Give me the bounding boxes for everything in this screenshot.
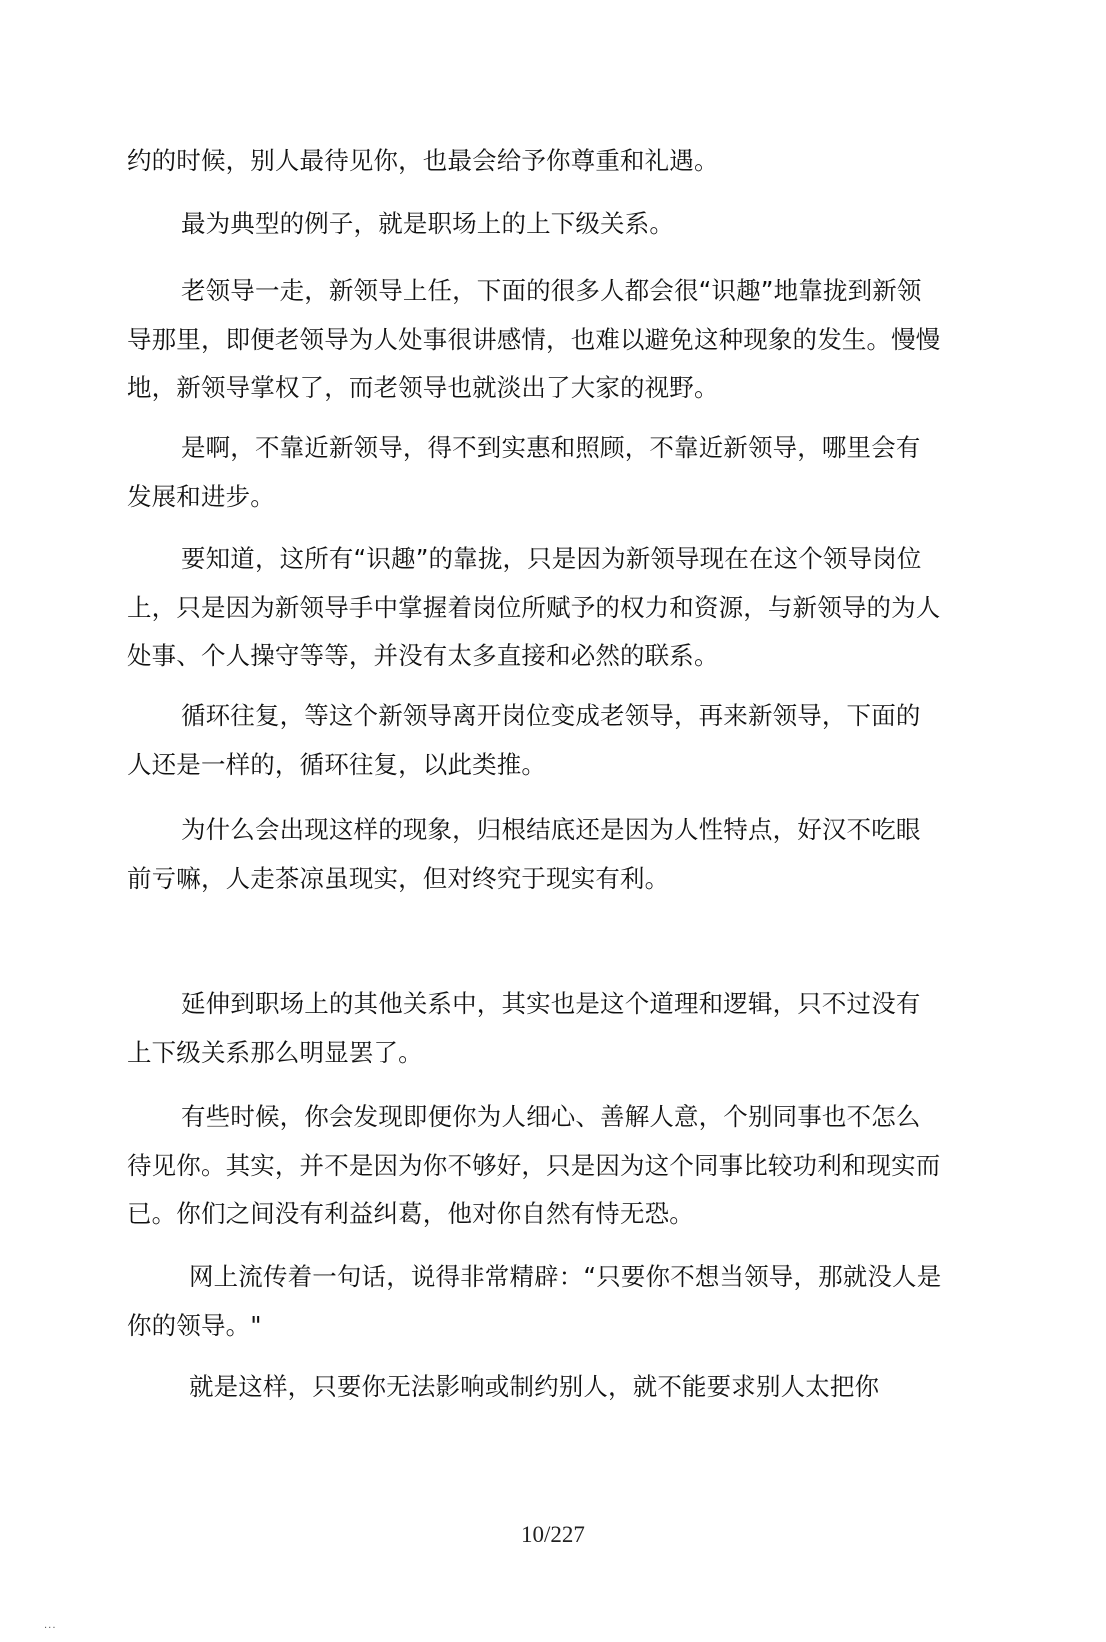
paragraph-8: 延伸到职场上的其他关系中，其实也是这个道理和逻辑，只不过没有上下级关系那么明显罢了。 bbox=[127, 989, 921, 1067]
paragraph-9: 有些时候，你会发现即便你为人细心、善解人意，个别同事也不怎么待见你。其实，并不是因为你不够好，只是因为这个同事比较功利和现实而已。你们之间没有利益纠葛，他对你自然有恃无恐。 bbox=[127, 1102, 941, 1228]
paragraph-7: 为什么会出现这样的现象，归根结底还是因为人性特点，好汉不吃眼前亏嘛，人走茶凉虽现实，但对终究于现实有利。 bbox=[127, 815, 921, 893]
paragraph-4: 是啊，不靠近新领导，得不到实惠和照顾，不靠近新领导，哪里会有发展和进步。 bbox=[127, 433, 921, 511]
paragraph-1: 约的时候，别人最待见你，也最会给予你尊重和礼遇。 bbox=[127, 146, 719, 175]
paragraph-2: 最为典型的例子，就是职场上的上下级关系。 bbox=[181, 209, 674, 238]
paragraph-5: 要知道，这所有“识趣”的靠拢，只是因为新领导现在在这个领导岗位上，只是因为新领导手中掌握着岗位所赋予的权力和资源，与新领导的为人处事、个人操守等等，并没有太多直接和必然的联系。 bbox=[127, 544, 941, 670]
corner-mark: ... bbox=[44, 1620, 57, 1631]
paragraph-3: 老领导一走，新领导上任，下面的很多人都会很“识趣”地靠拢到新领导那里，即便老领导为人处事很讲感情，也难以避免这种现象的发生。慢慢地，新领导掌权了，而老领导也就淡出了大家的视野。 bbox=[127, 276, 941, 402]
paragraph-6: 循环往复，等这个新领导离开岗位变成老领导，再来新领导，下面的人还是一样的，循环往复，以此类推。 bbox=[127, 701, 921, 779]
paragraph-10: 网上流传着一句话，说得非常精辟：“只要你不想当领导，那就没人是你的领导。" bbox=[127, 1262, 942, 1340]
paragraph-11: 就是这样，只要你无法影响或制约别人，就不能要求别人太把你 bbox=[189, 1372, 880, 1401]
page-number: 10/227 bbox=[521, 1522, 585, 1547]
